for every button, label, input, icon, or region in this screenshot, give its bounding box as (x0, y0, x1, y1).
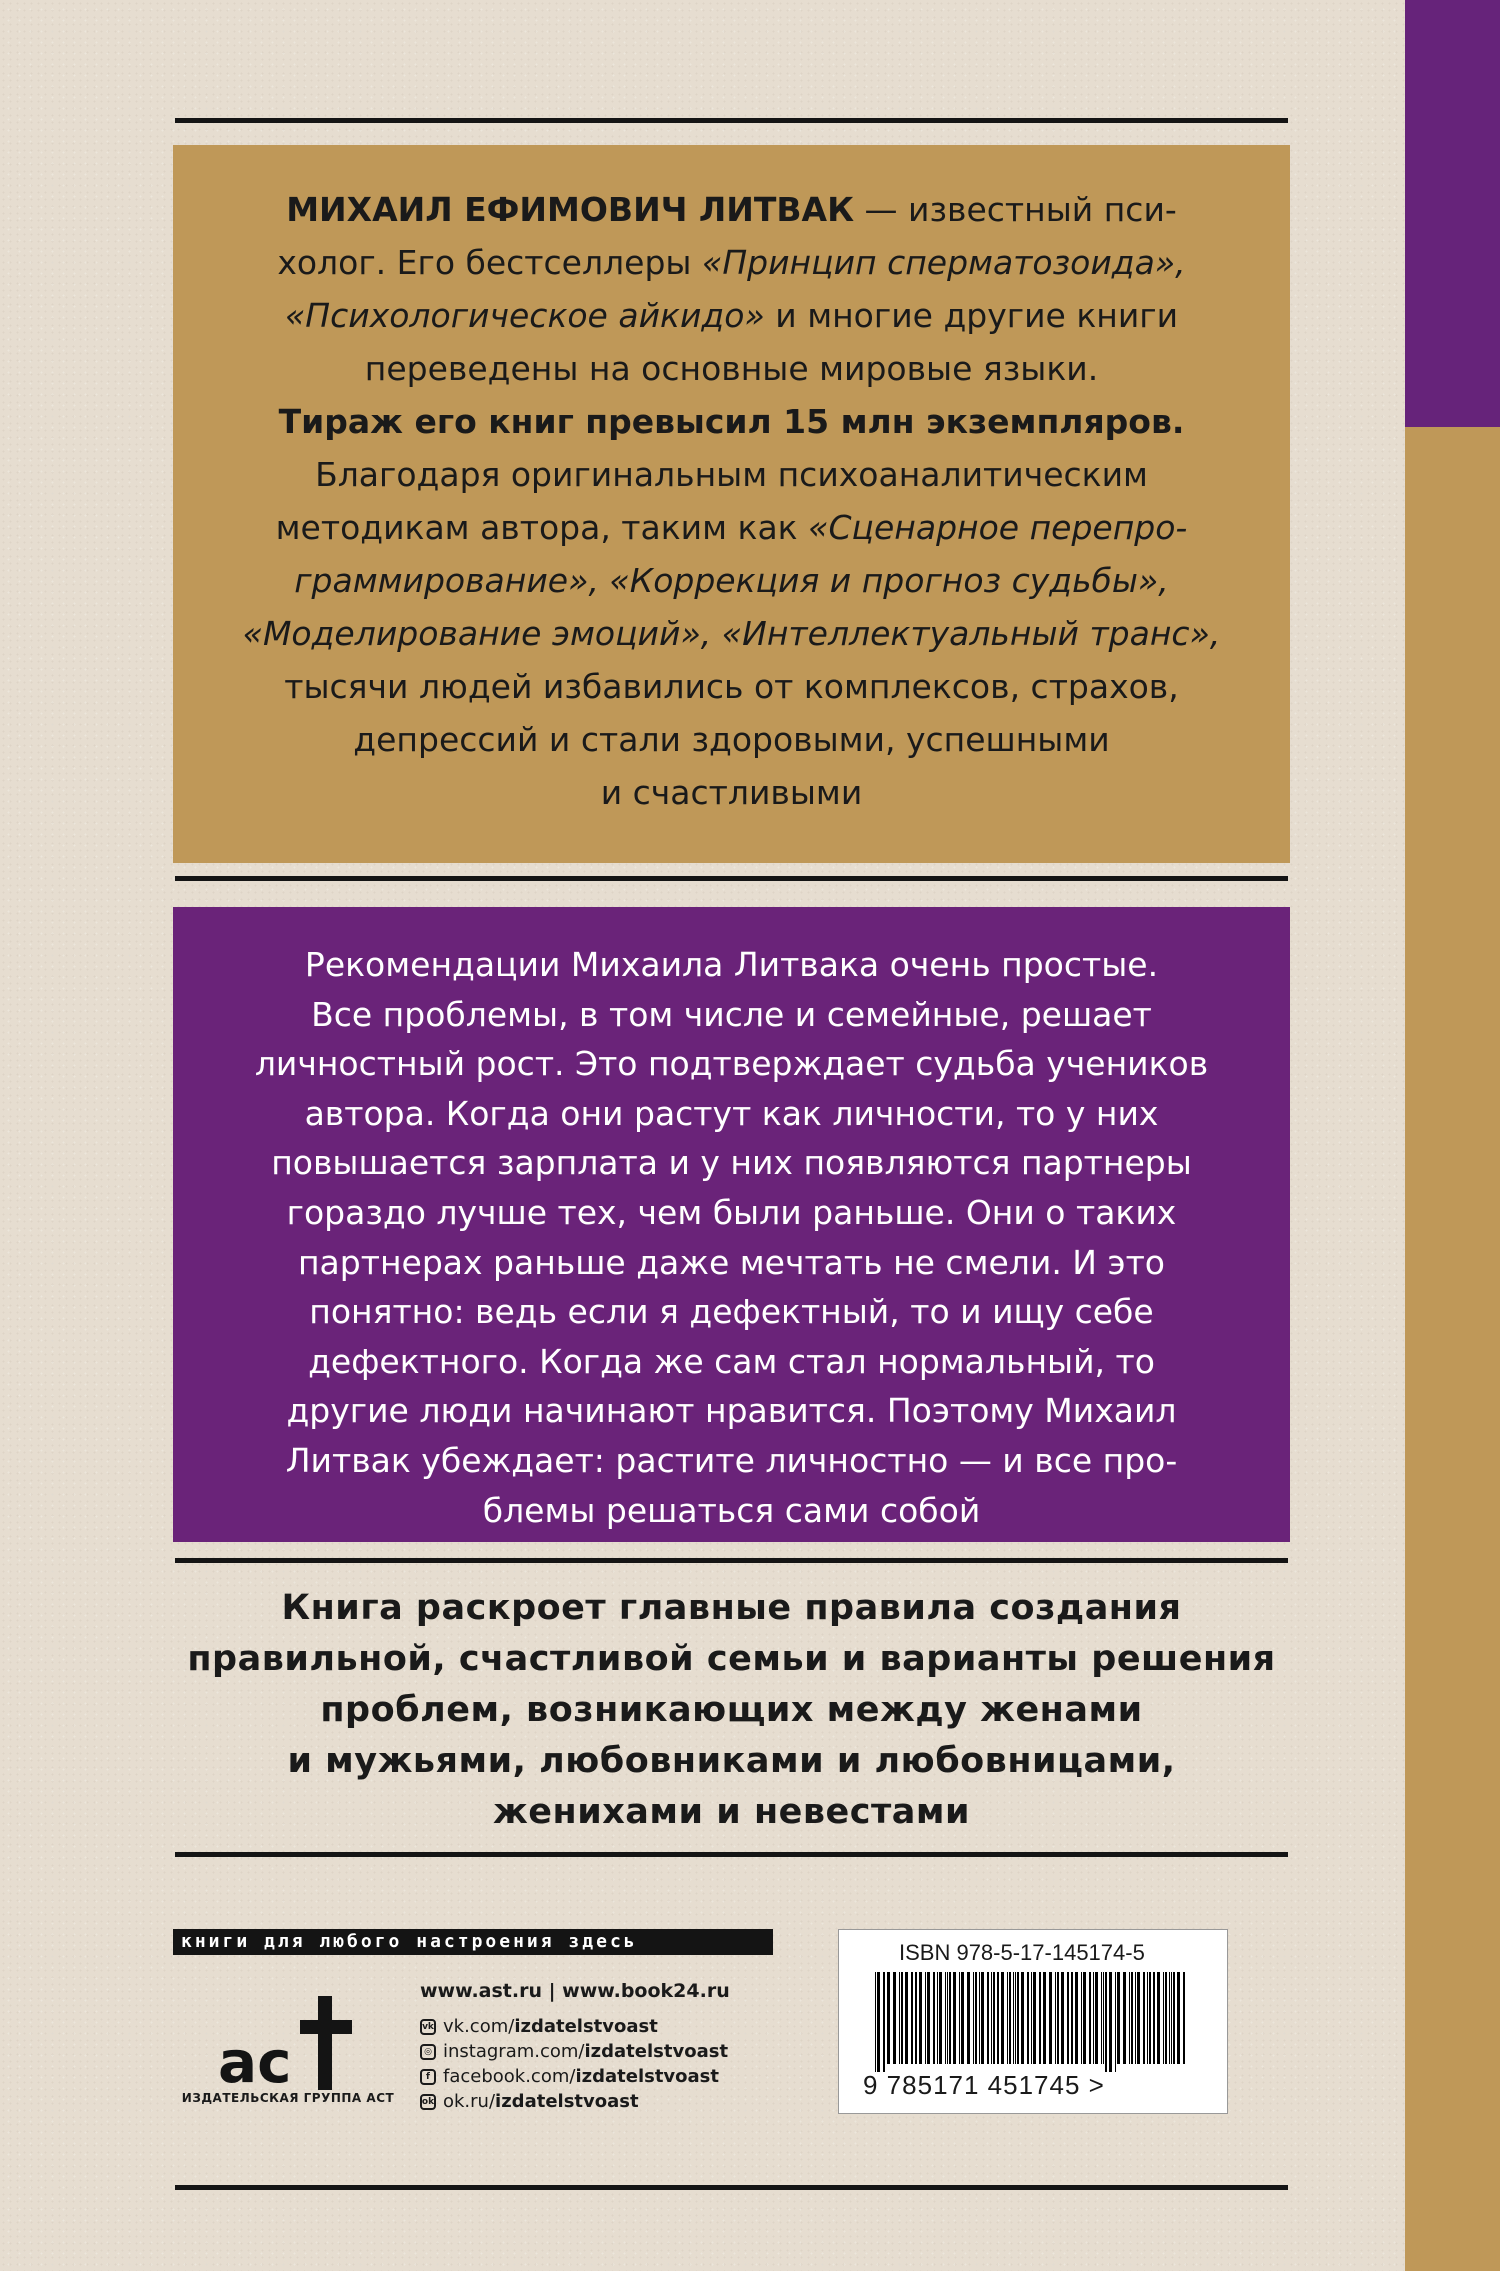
barcode-bar (1171, 1972, 1172, 2064)
barcode-bar (1169, 1972, 1170, 2064)
barcode-bar (959, 1972, 960, 2064)
barcode-bar (1153, 1972, 1155, 2064)
social-link-domain: vk.com/ (443, 2016, 515, 2037)
barcode-bar (1093, 1972, 1094, 2064)
spine-gold-band (1405, 427, 1500, 2271)
publisher-name: ИЗДАТЕЛЬСКАЯ ГРУППА АСТ (181, 2091, 395, 2105)
social-link-handle: izdatelstvoast (575, 2066, 719, 2087)
summary-line: женихами и невестами (492, 1792, 971, 1832)
bio-line (173, 766, 1290, 819)
social-link-handle: izdatelstvoast (584, 2041, 729, 2062)
barcode-bar (1001, 1972, 1004, 2064)
bio-line (173, 183, 1290, 236)
divider-after-recommendation (175, 1558, 1288, 1563)
barcode-bar (975, 1972, 977, 2064)
barcode-bar (1173, 1972, 1175, 2064)
barcode-bar (901, 1972, 903, 2064)
bio-line (173, 289, 1290, 342)
bio-line (173, 236, 1290, 289)
summary-line: проблем, возникающих между женами (320, 1690, 1143, 1730)
barcode-bar (883, 1972, 885, 2072)
barcode-bar (1137, 1972, 1140, 2064)
recommendation-line: Рекомендации Михаила Литвака очень простые. (304, 945, 1159, 984)
barcode-bar (1015, 1972, 1016, 2064)
barcode-bar (1061, 1972, 1064, 2064)
barcode-bar (991, 1972, 992, 2064)
summary-line: правильной, счастливой семьи и варианты решения (187, 1639, 1276, 1679)
barcode-bar (1149, 1972, 1151, 2064)
social-link[interactable] (420, 2064, 728, 2089)
barcode-bar (925, 1972, 926, 2064)
barcode-bar (1109, 1972, 1112, 2072)
social-link-domain: facebook.com/ (443, 2066, 576, 2087)
barcode-bar (1083, 1972, 1086, 2064)
summary-line: и мужьями, любовниками и любовницами, (287, 1741, 1176, 1781)
barcode-bar (1049, 1972, 1052, 2064)
barcode-bar (947, 1972, 948, 2064)
vk-icon: vk (420, 2019, 436, 2035)
barcode-bar (1033, 1972, 1036, 2064)
bio-text: Тираж его книг превысил 15 млн экземпляров. (278, 402, 1185, 441)
barcode-icon (871, 1972, 1191, 2072)
spine-purple-band (1405, 0, 1500, 427)
recommendation-line: другие люди начинают нравится. Поэтому Михаил (286, 1391, 1177, 1431)
barcode-bar (1007, 1972, 1008, 2064)
barcode-bar (981, 1972, 984, 2064)
barcode-bar (919, 1972, 922, 2064)
barcode-bar (905, 1972, 908, 2064)
barcode-bar (1115, 1972, 1116, 2072)
bio-text: тысячи людей избавились от комплексов, страхов, (284, 667, 1179, 706)
barcode-bar (1143, 1972, 1145, 2064)
barcode-bar (945, 1972, 946, 2064)
book-summary (175, 1583, 1288, 1838)
barcode-bar (1021, 1972, 1024, 2064)
barcode-bar (1017, 1972, 1019, 2064)
barcode-bar (1089, 1972, 1091, 2064)
barcode-bar (1101, 1972, 1102, 2064)
social-link-handle: izdatelstvoast (514, 2016, 658, 2037)
social-links (420, 2014, 728, 2114)
summary-line: Книга раскроет главные правила создания (281, 1588, 1182, 1628)
recommendation-line: блемы решаться сами собой (482, 1490, 981, 1530)
recommendation-line: дефектного. Когда же сам стал нормальный, то (308, 1341, 1155, 1381)
barcode-bar (877, 1972, 880, 2072)
bio-line (173, 501, 1290, 554)
recommendation-line: понятно: ведь если я дефектный, то и ищу себе (309, 1292, 1154, 1332)
bio-text: «Принцип сперматозоида», (701, 243, 1186, 282)
barcode-bar (933, 1972, 935, 2064)
ok-icon: ok (420, 2094, 436, 2110)
bio-text: Благодаря оригинальным психоаналитическим (315, 455, 1148, 494)
barcode-bar (1039, 1972, 1041, 2064)
recommendation-line: Все проблемы, в том числе и семейные, решает (311, 994, 1152, 1034)
bio-line (173, 395, 1290, 448)
social-link-domain: ok.ru/ (443, 2091, 496, 2112)
barcode-bar (1157, 1972, 1160, 2064)
bio-text: и счастливыми (600, 773, 863, 812)
bio-line (173, 448, 1290, 501)
barcode-bar (1095, 1972, 1098, 2064)
divider-bottom (175, 2185, 1288, 2190)
barcode-bar (887, 1972, 890, 2064)
isbn-barcode-box (838, 1929, 1228, 2114)
recommendation-line: Литвак убеждает: растите личностно — и все про- (285, 1440, 1178, 1480)
barcode-bar (973, 1972, 974, 2064)
recommendation-line: личностный рост. Это подтверждает судьба учеников (254, 1044, 1209, 1084)
divider-top (175, 118, 1288, 123)
barcode-bar (1131, 1972, 1133, 2064)
tagline-banner: книги для любого настроения здесь (173, 1929, 773, 1955)
divider-after-summary (175, 1852, 1288, 1857)
barcode-bar (1075, 1972, 1078, 2064)
barcode-bar (1057, 1972, 1059, 2064)
barcode-bar (939, 1972, 942, 2064)
barcode-bar (1183, 1972, 1185, 2064)
bio-text: граммирование», «Коррекция и прогноз судьбы», (294, 561, 1169, 600)
instagram-icon: ◎ (420, 2044, 436, 2060)
barcode-bar (997, 1972, 999, 2064)
bio-text: депрессий и стали здоровыми, успешными (353, 720, 1110, 759)
recommendation-line: повышается зарплата и у них появляются партнеры (271, 1143, 1192, 1183)
barcode-bar (937, 1972, 938, 2064)
ast-logo-icon (200, 1978, 390, 2108)
barcode-bar (967, 1972, 970, 2064)
barcode-bar (875, 1972, 876, 2072)
barcode-bar (1129, 1972, 1130, 2064)
barcode-bar (1103, 1972, 1104, 2064)
barcode-bar (979, 1972, 980, 2064)
barcode-bar (1081, 1972, 1082, 2064)
barcode-digits: 9 785171 451745 > (863, 2070, 1105, 2100)
bio-text: холог. Его бестселлеры (277, 243, 702, 282)
bio-text: «Сценарное перепро- (808, 508, 1188, 547)
barcode-bar (1123, 1972, 1126, 2064)
bio-text: переведены на основные мировые языки. (364, 349, 1099, 388)
barcode-bar (1117, 1972, 1120, 2064)
barcode-bar (1067, 1972, 1069, 2064)
bio-line (173, 554, 1290, 607)
social-link[interactable] (420, 2089, 728, 2114)
barcode-bar (1105, 1972, 1107, 2072)
barcode-bar (1177, 1972, 1180, 2064)
bio-text: — известный пси- (854, 190, 1177, 229)
barcode-bar (1165, 1972, 1167, 2064)
recommendation-line: автора. Когда они растут как личности, то у них (304, 1093, 1159, 1133)
social-link-handle: izdatelstvoast (495, 2091, 639, 2112)
bio-text: методикам автора, таким как (275, 508, 809, 547)
barcode-bar (911, 1972, 913, 2064)
barcode-bar (961, 1972, 964, 2064)
svg-text:ac: ac (218, 2028, 292, 2096)
barcode-bar (893, 1972, 896, 2064)
recommendation-box (173, 907, 1290, 1542)
barcode-bar (949, 1972, 951, 2064)
barcode-bar (1163, 1972, 1164, 2064)
barcode-bar (927, 1972, 930, 2064)
bio-text: «Моделирование эмоций», «Интеллектуальный транс», (242, 614, 1221, 653)
barcode-bar (1147, 1972, 1148, 2064)
social-link-domain: instagram.com/ (443, 2041, 585, 2062)
website-links[interactable]: www.ast.ru | www.book24.ru (420, 1980, 730, 2002)
barcode-bar (1013, 1972, 1014, 2064)
recommendation-line: партнерах раньше даже мечтать не смели. И это (297, 1242, 1165, 1282)
barcode-bar (1135, 1972, 1136, 2064)
barcode-bar (1071, 1972, 1073, 2064)
barcode-bar (1009, 1972, 1011, 2064)
barcode-bar (1027, 1972, 1029, 2064)
recommendation-line: гораздо лучше тех, чем были раньше. Они о таких (286, 1192, 1177, 1232)
barcode-bar (1055, 1972, 1056, 2064)
bio-text: МИХАИЛ ЕФИМОВИЧ ЛИТВАК (286, 190, 855, 229)
barcode-bar (953, 1972, 956, 2064)
bio-line (173, 342, 1290, 395)
barcode-bar (1043, 1972, 1046, 2064)
bio-line (173, 660, 1290, 713)
bio-line (173, 713, 1290, 766)
divider-after-bio (175, 876, 1288, 881)
bio-text: «Психологическое айкидо» (284, 296, 765, 335)
barcode-bar (987, 1972, 989, 2064)
isbn-label: ISBN 978-5-17-145174-5 (899, 1940, 1145, 1965)
bio-text: и многие другие книги (764, 296, 1179, 335)
social-link[interactable] (420, 2014, 728, 2039)
barcode-bar (915, 1972, 917, 2064)
facebook-icon: f (420, 2069, 436, 2085)
barcode-bar (993, 1972, 995, 2064)
social-link[interactable] (420, 2039, 728, 2064)
barcode-bar (899, 1972, 900, 2064)
bio-line (173, 607, 1290, 660)
author-bio-box (173, 145, 1290, 863)
barcode-bar (1031, 1972, 1032, 2064)
